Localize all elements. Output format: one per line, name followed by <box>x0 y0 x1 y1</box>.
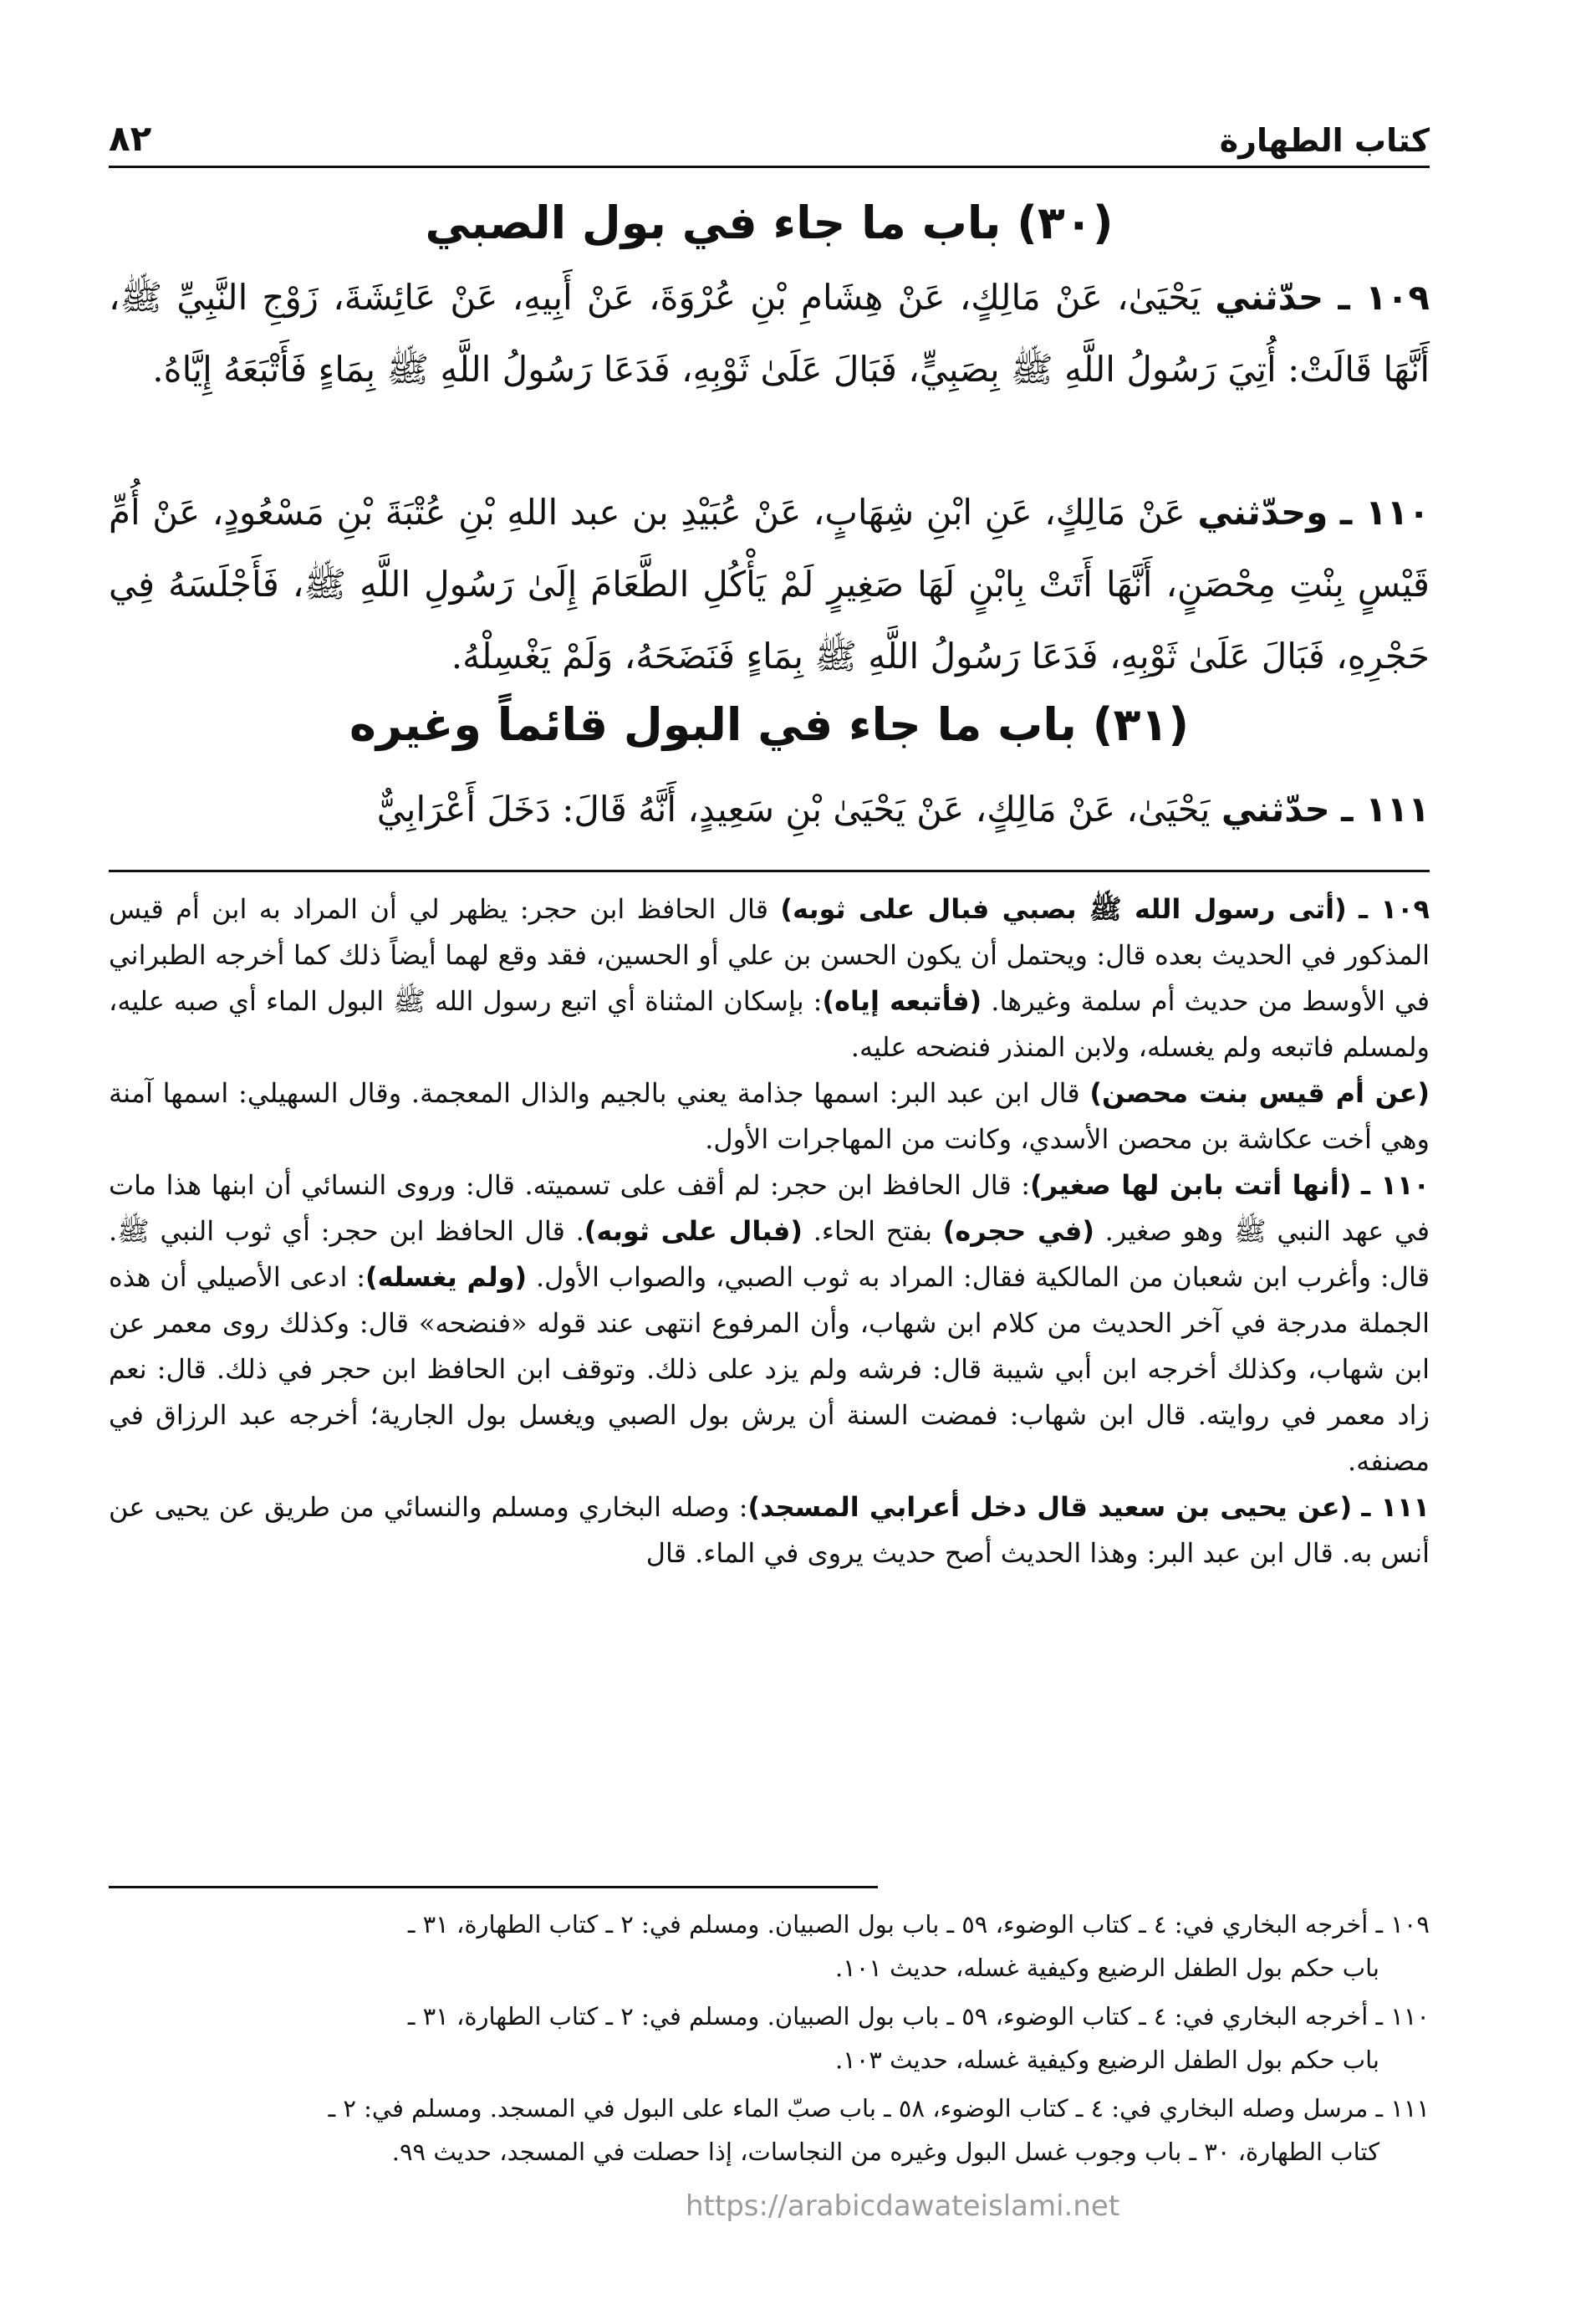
source-line: كتاب الطهارة، ٣٠ ـ باب وجوب غسل البول وغيره من النجاسات، إذا حصلت في المسجد، حديث ٩٩. <box>391 2138 1379 2166</box>
watermark: https://arabicdawateislami.net <box>686 2189 1120 2223</box>
note-text: قال الحافظ ابن حجر: يظهر لي أن المراد به ابن أم قيس المذكور في الحديث بعده قال: ويحتمل أن يكون الحسن بن علي أو الحسين، فقد وقع لهما أيضاً ذلك كما أخرجه الطبراني في الأوسط من حديث أم سلمة وغيرها. <box>109 893 1430 1017</box>
commentary-note-109 <box>109 886 1430 1070</box>
hadith-110 <box>109 477 1430 692</box>
note-lemma: (فبال على ثوبه) <box>584 1215 803 1247</box>
hadith-opener: حدّثني <box>1215 277 1324 318</box>
hadith-number: ١٠٩ ـ <box>1338 277 1430 318</box>
source-reference-111 <box>109 2087 1430 2174</box>
footnote-divider <box>109 1886 878 1888</box>
note-number: ١٠٩ ـ <box>1359 893 1430 925</box>
note-text: : وصله البخاري ومسلم والنسائي من طريق عن يحيى عن أنس به. قال ابن عبد البر: وهذا الحديث أصح حديث يروى في الماء. قال <box>109 1491 1430 1569</box>
note-lemma: (فأتبعه إياه) <box>822 985 982 1017</box>
note-lemma: (أتى رسول الله ﷺ بصبي فبال على ثوبه) <box>780 893 1347 925</box>
note-number: ١١١ ـ <box>1361 1491 1430 1523</box>
note-text: : قال الحافظ ابن حجر: لم أقف على تسميته. قال: وروى النسائي أن ابنها هذا مات في عهد النبي ﷺ وهو صغير. <box>109 1169 1430 1247</box>
note-number: ١١٠ ـ <box>1360 1169 1430 1201</box>
commentary <box>109 886 1430 1576</box>
source-reference-110 <box>109 1995 1430 2082</box>
chapter-heading-30: (٣٠) باب ما جاء في بول الصبي <box>425 197 1114 249</box>
note-text: : ادعى الأصيلي أن هذه الجملة مدرجة في آخر الحديث من كلام ابن شهاب، وأن المرفوع انتهى عند قوله «فنضحه» قال: وكذلك روى معمر عن ابن شهاب، وكذلك أخرجه ابن أبي شيبة قال: فرشه ولم يزد على ذلك. وتوقف ابن الحافظ ابن حجر في ذلك. قال: نعم زاد معمر في روايته. قال ابن شهاب: فمضت السنة أن يرش بول الصبي ويغسل بول الجارية؛ أخرجه عبد الرزاق في مصنفه. <box>109 1261 1430 1477</box>
hadith-opener: حدّثني <box>1221 789 1330 830</box>
hadith-111 <box>109 774 1430 845</box>
hadith-text: يَحْيَىٰ، عَنْ مَالِكٍ، عَنْ هِشَامِ بْنِ عُرْوَةَ، عَنْ أَبِيهِ، عَنْ عَائِشَةَ، زَوْجِ النَّبِيِّ ﷺ، أَنَّهَا قَالَتْ: أُتِيَ رَسُولُ اللَّهِ ﷺ بِصَبِيٍّ، فَبَالَ عَلَىٰ ثَوْبِهِ، فَدَعَا رَسُولُ اللَّهِ ﷺ بِمَاءٍ فَأَتْبَعَهُ إِيَّاهُ. <box>109 277 1430 390</box>
commentary-note-111 <box>109 1484 1430 1576</box>
hadith-opener: وحدّثني <box>1197 492 1328 533</box>
source-line: باب حكم بول الطفل الرضيع وكيفية غسله، حديث ١٠٣. <box>834 2046 1379 2074</box>
hadith-number: ١١١ ـ <box>1341 789 1430 830</box>
hadith-text: عَنْ مَالِكٍ، عَنِ ابْنِ شِهَابٍ، عَنْ عُبَيْدِ بن عبد اللهِ بْنِ عُتْبَةَ بْنِ مَسْعُودٍ، عَنْ أُمِّ قَيْسٍ بِنْتِ مِحْصَنٍ، أَنَّهَا أَتَتْ بِابْنٍ لَهَا صَغِيرٍ لَمْ يَأْكُلِ الطَّعَامَ إِلَىٰ رَسُولِ اللَّهِ ﷺ، فَأَجْلَسَهُ فِي حَجْرِهِ، فَبَالَ عَلَىٰ ثَوْبِهِ، فَدَعَا رَسُولُ اللَّهِ ﷺ بِمَاءٍ فَنَضَحَهُ، وَلَمْ يَغْسِلْهُ. <box>109 492 1430 677</box>
section-divider <box>109 870 1430 872</box>
book-title: كتاب الطهارة <box>1219 122 1430 159</box>
source-reference-109 <box>109 1903 1430 1990</box>
page-number: ٨٢ <box>109 118 152 159</box>
note-lemma: (في حجره) <box>942 1215 1094 1247</box>
source-line: باب حكم بول الطفل الرضيع وكيفية غسله، حديث ١٠١. <box>834 1954 1379 1982</box>
note-lemma: (عن يحيى بن سعيد قال دخل أعرابي المسجد) <box>747 1491 1353 1523</box>
note-text: . قال الحافظ ابن حجر: أي ثوب النبي ﷺ. قال: وأغرب ابن شعبان من المالكية فقال: المراد به ثوب الصبي، والصواب الأول. <box>109 1215 1430 1293</box>
book-page <box>109 71 1430 2254</box>
note-text: قال ابن عبد البر: اسمها جذامة يعني بالجيم والذال المعجمة. وقال السهيلي: اسمها آمنة وهي أخت عكاشة بن محصن الأسدي، وكانت من المهاجرات الأول. <box>109 1077 1430 1155</box>
chapter-heading-31: (٣١) باب ما جاء في البول قائماً وغيره <box>349 698 1190 751</box>
note-lemma: (أنها أتت بابن لها صغير) <box>1030 1169 1352 1201</box>
commentary-note-umm-qays <box>109 1070 1430 1162</box>
source-line: ١٠٩ ـ أخرجه البخاري في: ٤ ـ كتاب الوضوء، ٥٩ ـ باب بول الصبيان. ومسلم في: ٢ ـ كتاب الطهارة، ٣١ ـ <box>407 1910 1430 1939</box>
hadith-number: ١١٠ ـ <box>1339 492 1430 533</box>
hadith-text: يَحْيَىٰ، عَنْ مَالِكٍ، عَنْ يَحْيَىٰ بْنِ سَعِيدٍ، أَنَّهُ قَالَ: دَخَلَ أَعْرَابِيٌّ <box>376 789 1221 830</box>
running-head <box>109 92 1430 168</box>
note-lemma: (عن أم قيس بنت محصن) <box>1089 1077 1430 1109</box>
hadith-109 <box>109 262 1430 406</box>
source-line: ١١٠ ـ أخرجه البخاري في: ٤ ـ كتاب الوضوء، ٥٩ ـ باب بول الصبيان. ومسلم في: ٢ ـ كتاب الطهارة، ٣١ ـ <box>407 2002 1430 2031</box>
note-lemma: (ولم يغسله) <box>365 1261 528 1293</box>
commentary-note-110 <box>109 1162 1430 1484</box>
source-references <box>109 1903 1430 2179</box>
source-line: ١١١ ـ مرسل وصله البخاري في: ٤ ـ كتاب الوضوء، ٥٨ ـ باب صبّ الماء على البول في المسجد. ومسلم في: ٢ ـ <box>328 2094 1430 2123</box>
note-text: بفتح الحاء. <box>802 1215 943 1247</box>
note-text: : بإسكان المثناة أي اتبع رسول الله ﷺ البول الماء أي صبه عليه، ولمسلم فاتبعه ولم يغسله، ولابن المنذر فنضحه عليه. <box>109 985 1430 1063</box>
